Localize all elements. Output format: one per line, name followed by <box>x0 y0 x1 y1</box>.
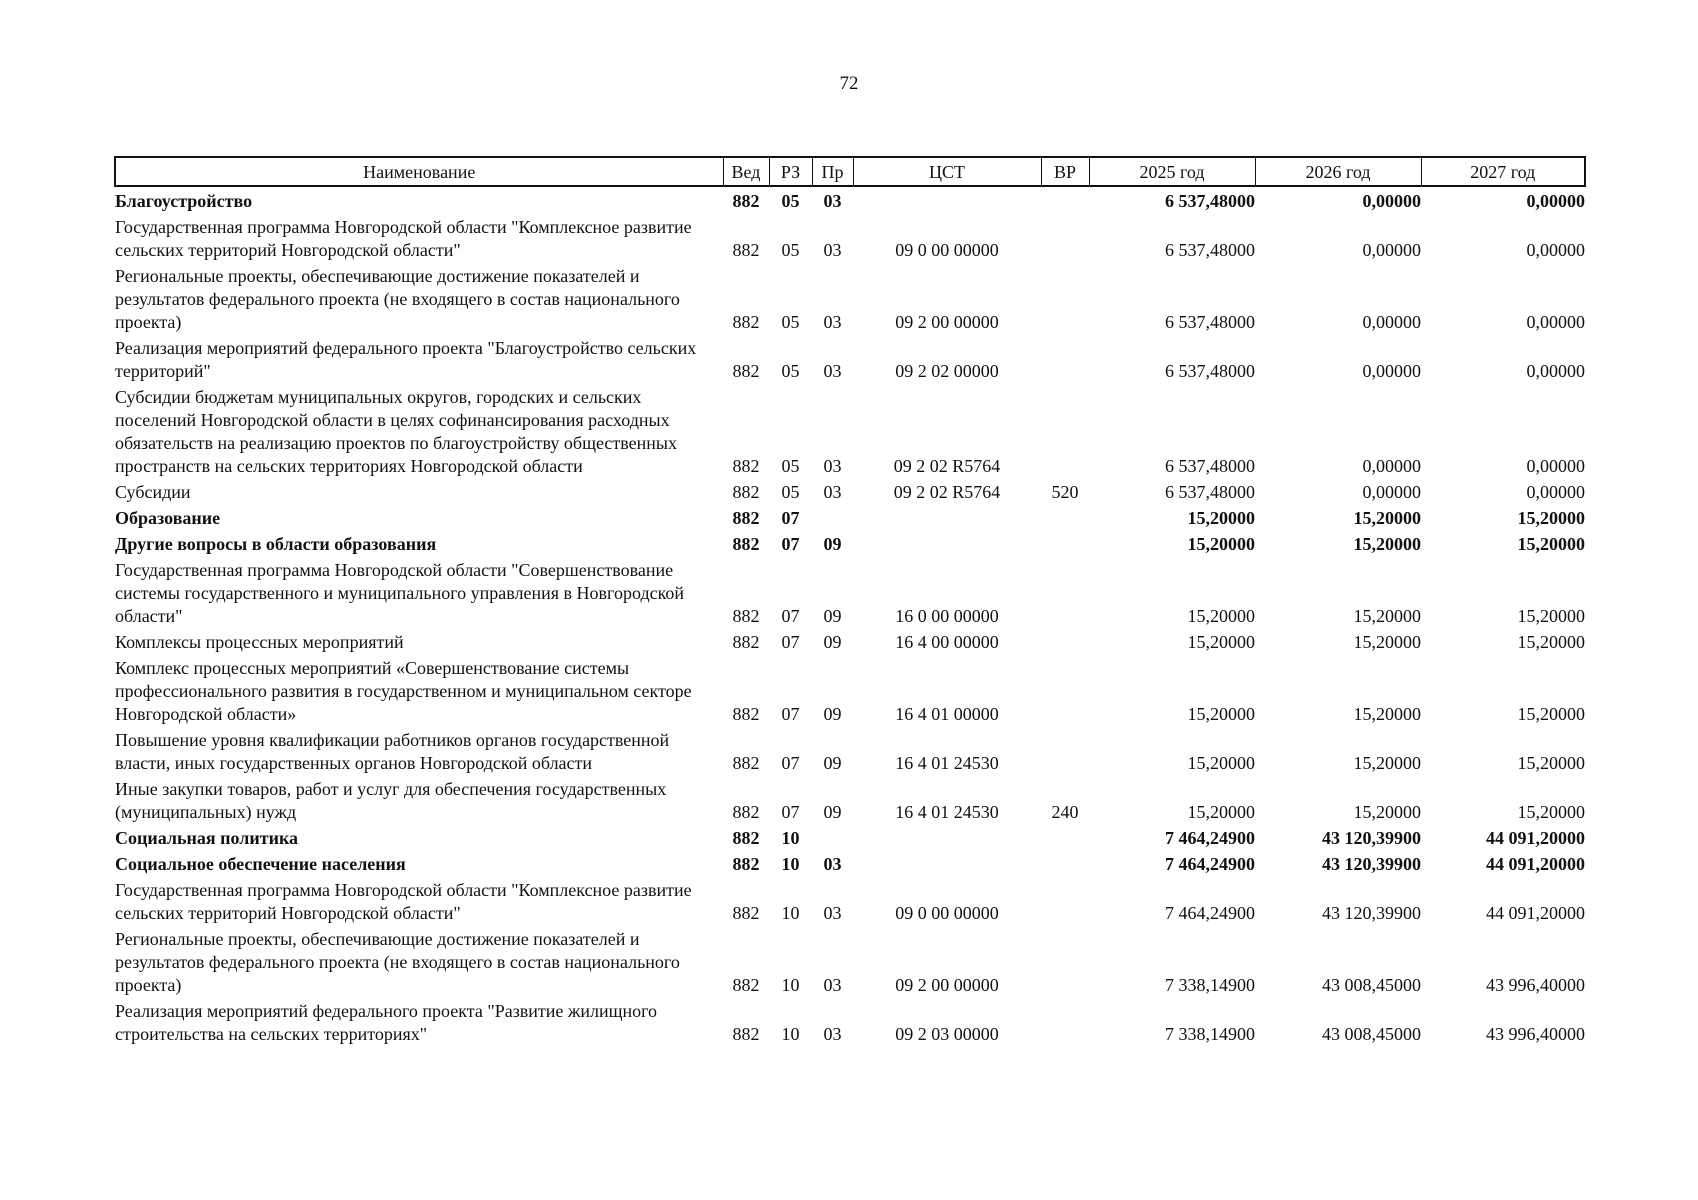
row-cst: 16 4 01 24530 <box>895 802 999 822</box>
row-pr: 03 <box>823 975 842 995</box>
row-cst: 09 2 00 00000 <box>895 975 999 995</box>
row-ved: 882 <box>732 975 760 995</box>
row-ved: 882 <box>732 456 760 476</box>
row-amount-2025: 6 537,48000 <box>1165 312 1255 332</box>
row-amount-2026: 43 008,45000 <box>1322 975 1421 995</box>
row-amount-2027: 15,20000 <box>1517 606 1585 626</box>
row-pr: 03 <box>823 361 842 381</box>
row-pr: 03 <box>823 1024 842 1044</box>
table-row <box>115 654 1585 726</box>
row-amount-2027: 0,00000 <box>1526 240 1585 260</box>
row-amount-2025: 7 464,24900 <box>1165 828 1255 848</box>
row-amount-2026: 15,20000 <box>1353 534 1421 554</box>
row-vr <box>1041 383 1089 478</box>
row-vr <box>1041 726 1089 775</box>
row-amount-2026: 0,00000 <box>1362 456 1421 476</box>
table-row <box>115 504 1585 530</box>
row-cst <box>853 824 1041 850</box>
row-amount-2026: 43 008,45000 <box>1322 1024 1421 1044</box>
table-row <box>115 850 1585 876</box>
table-row <box>115 824 1585 850</box>
row-ved: 882 <box>732 482 760 502</box>
row-amount-2025: 7 464,24900 <box>1165 903 1255 923</box>
table-body <box>115 186 1585 1046</box>
row-amount-2025: 7 338,14900 <box>1165 1024 1255 1044</box>
row-ved: 882 <box>732 312 760 332</box>
table-row <box>115 213 1585 262</box>
row-pr: 03 <box>823 482 842 502</box>
table-header <box>115 157 1585 186</box>
row-ved: 882 <box>732 534 760 554</box>
row-cst: 09 2 03 00000 <box>895 1024 999 1044</box>
row-ved: 882 <box>732 632 760 652</box>
row-pr: 03 <box>823 240 842 260</box>
row-name: Региональные проекты, обеспечивающие достижение показателей и результатов федерального проекта (не входящего в состав национального проекта) <box>115 266 680 332</box>
table-row <box>115 530 1585 556</box>
table-row <box>115 997 1585 1046</box>
row-amount-2027: 44 091,20000 <box>1486 854 1585 874</box>
row-amount-2026: 15,20000 <box>1353 606 1421 626</box>
table-row <box>115 925 1585 997</box>
row-rz: 10 <box>781 903 800 923</box>
row-rz: 07 <box>781 632 800 652</box>
table-row <box>115 334 1585 383</box>
row-amount-2026: 15,20000 <box>1353 802 1421 822</box>
page-number: 72 <box>839 73 859 94</box>
row-amount-2027: 15,20000 <box>1517 632 1585 652</box>
row-amount-2027: 44 091,20000 <box>1486 903 1585 923</box>
row-amount-2027: 0,00000 <box>1526 361 1585 381</box>
row-ved: 882 <box>732 903 760 923</box>
row-ved: 882 <box>732 361 760 381</box>
header-2027: 2027 год <box>1421 157 1585 186</box>
row-amount-2025: 15,20000 <box>1187 802 1255 822</box>
row-ved: 882 <box>732 1024 760 1044</box>
row-amount-2026: 43 120,39900 <box>1322 854 1421 874</box>
table-row <box>115 726 1585 775</box>
row-amount-2025: 6 537,48000 <box>1165 361 1255 381</box>
row-ved: 882 <box>732 828 760 848</box>
row-amount-2026: 0,00000 <box>1362 482 1421 502</box>
row-name: Иные закупки товаров, работ и услуг для обеспечения государственных (муниципальных) нужд <box>115 779 667 822</box>
row-name: Комплексы процессных мероприятий <box>115 632 404 652</box>
row-vr <box>1041 213 1089 262</box>
row-rz: 10 <box>781 975 800 995</box>
row-pr: 09 <box>823 802 842 822</box>
row-amount-2026: 0,00000 <box>1362 191 1421 211</box>
row-rz: 05 <box>781 312 800 332</box>
row-amount-2025: 15,20000 <box>1187 606 1255 626</box>
row-ved: 882 <box>732 191 760 211</box>
row-vr <box>1041 925 1089 997</box>
row-cst: 16 0 00 00000 <box>895 606 999 626</box>
row-cst: 16 4 01 24530 <box>895 753 999 773</box>
row-rz: 05 <box>781 361 800 381</box>
row-amount-2026: 0,00000 <box>1362 361 1421 381</box>
row-amount-2027: 43 996,40000 <box>1486 975 1585 995</box>
row-rz: 07 <box>781 802 800 822</box>
row-pr <box>812 824 853 850</box>
table-row <box>115 383 1585 478</box>
row-cst <box>853 504 1041 530</box>
row-amount-2026: 15,20000 <box>1353 508 1421 528</box>
row-vr <box>1041 876 1089 925</box>
row-vr <box>1041 628 1089 654</box>
row-ved: 882 <box>732 854 760 874</box>
row-name: Субсидии бюджетам муниципальных округов, городских и сельских поселений Новгородской области в целях софинансирования расходных обязательств на реализацию проектов по благоустройству общественных пространств на сельских территориях Новгородской области <box>115 387 677 476</box>
row-amount-2027: 43 996,40000 <box>1486 1024 1585 1044</box>
row-amount-2027: 15,20000 <box>1517 508 1585 528</box>
row-rz: 10 <box>781 828 800 848</box>
row-vr <box>1041 530 1089 556</box>
budget-table <box>114 156 1586 1046</box>
row-name: Благоустройство <box>115 191 253 211</box>
row-amount-2026: 0,00000 <box>1362 312 1421 332</box>
row-amount-2027: 0,00000 <box>1526 482 1585 502</box>
row-cst: 16 4 01 00000 <box>895 704 999 724</box>
header-vr: ВР <box>1041 157 1089 186</box>
row-amount-2025: 7 464,24900 <box>1165 854 1255 874</box>
row-name: Государственная программа Новгородской области "Совершенствование системы государственного и муниципального управления в Новгородской области" <box>115 560 685 626</box>
row-amount-2027: 0,00000 <box>1526 456 1585 476</box>
row-pr: 09 <box>823 632 842 652</box>
row-vr <box>1041 824 1089 850</box>
row-rz: 07 <box>781 704 800 724</box>
row-amount-2027: 15,20000 <box>1517 802 1585 822</box>
row-amount-2025: 15,20000 <box>1187 753 1255 773</box>
row-vr: 240 <box>1051 802 1079 822</box>
row-pr: 03 <box>823 312 842 332</box>
row-amount-2025: 15,20000 <box>1187 632 1255 652</box>
header-cst: ЦСТ <box>853 157 1041 186</box>
row-name: Другие вопросы в области образования <box>115 534 437 554</box>
row-amount-2026: 43 120,39900 <box>1322 903 1421 923</box>
row-amount-2027: 0,00000 <box>1526 191 1585 211</box>
row-amount-2025: 7 338,14900 <box>1165 975 1255 995</box>
row-amount-2025: 15,20000 <box>1187 704 1255 724</box>
row-cst: 16 4 00 00000 <box>895 632 999 652</box>
row-amount-2025: 15,20000 <box>1187 534 1255 554</box>
row-rz: 05 <box>781 240 800 260</box>
row-cst <box>853 186 1041 213</box>
row-pr: 03 <box>823 854 842 874</box>
row-cst <box>853 850 1041 876</box>
row-vr <box>1041 850 1089 876</box>
table-row <box>115 628 1585 654</box>
row-cst: 09 2 00 00000 <box>895 312 999 332</box>
row-ved: 882 <box>732 508 760 528</box>
row-cst: 09 2 02 R5764 <box>893 456 1001 476</box>
row-vr <box>1041 556 1089 628</box>
row-cst: 09 2 02 R5764 <box>893 482 1001 502</box>
row-name: Субсидии <box>115 482 191 502</box>
header-pr: Пр <box>812 157 853 186</box>
row-amount-2027: 15,20000 <box>1517 534 1585 554</box>
row-vr <box>1041 186 1089 213</box>
header-rz: РЗ <box>769 157 812 186</box>
row-amount-2027: 15,20000 <box>1517 704 1585 724</box>
row-vr <box>1041 334 1089 383</box>
row-rz: 07 <box>781 508 800 528</box>
row-rz: 07 <box>781 606 800 626</box>
row-pr: 03 <box>823 191 842 211</box>
row-vr <box>1041 997 1089 1046</box>
row-pr: 03 <box>823 903 842 923</box>
row-pr: 09 <box>823 606 842 626</box>
row-pr: 09 <box>823 534 842 554</box>
row-amount-2026: 43 120,39900 <box>1322 828 1421 848</box>
table-row <box>115 775 1585 824</box>
row-amount-2026: 15,20000 <box>1353 704 1421 724</box>
header-2025: 2025 год <box>1089 157 1255 186</box>
row-amount-2026: 15,20000 <box>1353 632 1421 652</box>
row-name: Социальное обеспечение населения <box>115 854 406 874</box>
row-name: Реализация мероприятий федерального проекта "Развитие жилищного строительства на сельских территориях" <box>115 1001 658 1044</box>
table-row <box>115 262 1585 334</box>
row-vr <box>1041 654 1089 726</box>
row-name: Государственная программа Новгородской области "Комплексное развитие сельских территорий Новгородской области" <box>115 217 692 260</box>
row-amount-2025: 6 537,48000 <box>1165 482 1255 502</box>
row-name: Повышение уровня квалификации работников органов государственной власти, иных государственных органов Новгородской области <box>115 730 670 773</box>
row-rz: 10 <box>781 1024 800 1044</box>
table-row <box>115 876 1585 925</box>
row-name: Региональные проекты, обеспечивающие достижение показателей и результатов федерального проекта (не входящего в состав национального проекта) <box>115 929 680 995</box>
row-amount-2025: 6 537,48000 <box>1165 191 1255 211</box>
row-name: Реализация мероприятий федерального проекта "Благоустройство сельских территорий" <box>115 338 697 381</box>
row-amount-2027: 44 091,20000 <box>1486 828 1585 848</box>
header-ved: Вед <box>723 157 769 186</box>
row-amount-2025: 15,20000 <box>1187 508 1255 528</box>
row-ved: 882 <box>732 753 760 773</box>
row-name: Комплекс процессных мероприятий «Совершенствование системы профессионального развития в государственном и муниципальном секторе Новгородской области» <box>115 658 692 724</box>
row-cst: 09 2 02 00000 <box>895 361 999 381</box>
row-vr <box>1041 262 1089 334</box>
row-pr <box>812 504 853 530</box>
row-cst <box>853 530 1041 556</box>
header-row <box>115 157 1585 186</box>
row-amount-2027: 15,20000 <box>1517 753 1585 773</box>
row-amount-2026: 15,20000 <box>1353 753 1421 773</box>
row-amount-2025: 6 537,48000 <box>1165 456 1255 476</box>
row-name: Образование <box>115 508 221 528</box>
row-pr: 03 <box>823 456 842 476</box>
row-rz: 05 <box>781 482 800 502</box>
row-rz: 05 <box>781 191 800 211</box>
row-rz: 10 <box>781 854 800 874</box>
row-amount-2027: 0,00000 <box>1526 312 1585 332</box>
table-row <box>115 186 1585 213</box>
row-vr: 520 <box>1051 482 1079 502</box>
row-pr: 09 <box>823 753 842 773</box>
row-ved: 882 <box>732 704 760 724</box>
row-cst: 09 0 00 00000 <box>895 903 999 923</box>
table-row <box>115 556 1585 628</box>
row-pr: 09 <box>823 704 842 724</box>
row-vr <box>1041 504 1089 530</box>
row-rz: 05 <box>781 456 800 476</box>
row-rz: 07 <box>781 534 800 554</box>
table-row <box>115 478 1585 504</box>
row-ved: 882 <box>732 606 760 626</box>
row-cst: 09 0 00 00000 <box>895 240 999 260</box>
row-rz: 07 <box>781 753 800 773</box>
row-ved: 882 <box>732 240 760 260</box>
row-name: Государственная программа Новгородской области "Комплексное развитие сельских территорий Новгородской области" <box>115 880 692 923</box>
row-amount-2026: 0,00000 <box>1362 240 1421 260</box>
row-ved: 882 <box>732 802 760 822</box>
row-name: Социальная политика <box>115 828 299 848</box>
header-2026: 2026 год <box>1255 157 1421 186</box>
row-amount-2025: 6 537,48000 <box>1165 240 1255 260</box>
header-name: Наименование <box>115 157 723 186</box>
